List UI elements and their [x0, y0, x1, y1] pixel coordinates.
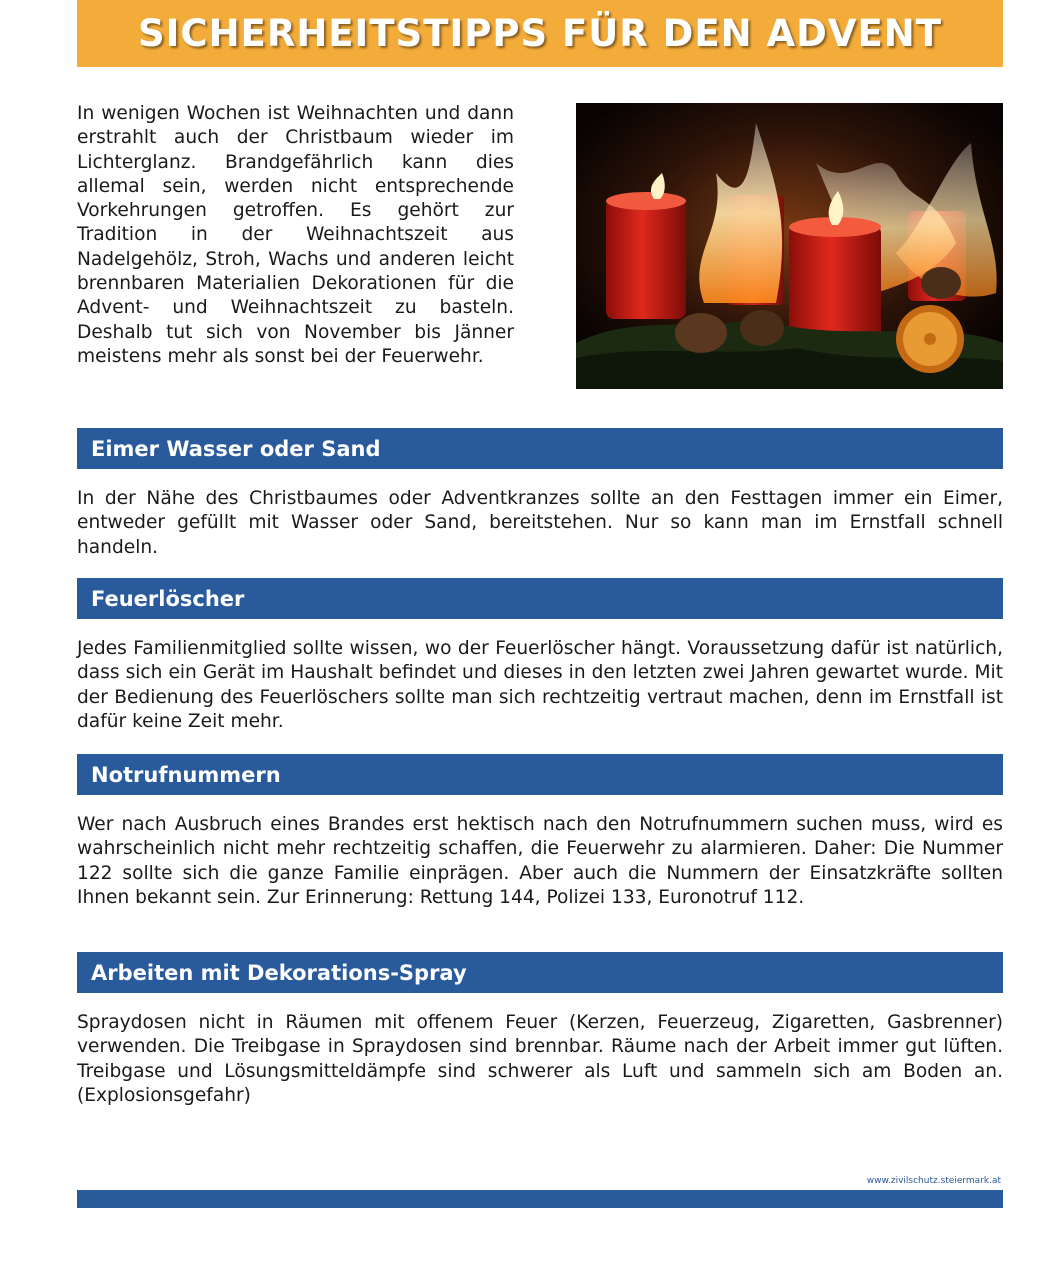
- page-title: SICHERHEITSTIPPS FÜR DEN ADVENT: [138, 12, 942, 55]
- advent-candles-photo: [576, 103, 1003, 389]
- section-heading-notrufnummern: Notrufnummern: [77, 754, 1003, 795]
- footer-url: www.zivilschutz.steiermark.at: [866, 1176, 1001, 1186]
- intro-paragraph: In wenigen Wochen ist Weihnachten und dann erstrahlt auch der Christbaum wieder im Lichterglanz. Brandgefährlich kann dies allemal sein, werden nicht entsprechende Vorkehrungen getroffen. Es gehört zur Tradition in der Weihnachtszeit aus Nadelgehölz, Stroh, Wachs und anderen leicht brennbaren Materialien Dekorationen für die Advent- und Weihnachtszeit zu basteln. Deshalb tut sich von November bis Jänner meistens mehr als sonst bei der Feuerwehr.: [77, 103, 514, 367]
- footer-bar: [77, 1190, 1003, 1208]
- section-heading-eimer: Eimer Wasser oder Sand: [77, 428, 1003, 469]
- section-text-eimer: In der Nähe des Christbaumes oder Adventkranzes sollte an den Festtagen immer ein Eimer, entweder gefüllt mit Wasser oder Sand, bereitstehen. Nur so kann man im Ernstfall schnell handeln.: [77, 488, 1003, 558]
- section-text-notrufnummern: Wer nach Ausbruch eines Brandes erst hektisch nach den Notrufnummern suchen muss, wird es wahrscheinlich nicht mehr rechtzeitig schaffen, die Feuerwehr zu alarmieren. Daher: Die Nummer 122 sollte sich die ganze Familie einprägen. Aber auch die Nummern der Einsatzkräfte sollten Ihnen bekannt sein. Zur Erinnerung: Rettung 144, Polizei 133, Euronotruf 112.: [77, 814, 1003, 908]
- title-banner: [77, 0, 1003, 67]
- section-text-dekorations-spray: Spraydosen nicht in Räumen mit offenem Feuer (Kerzen, Feuerzeug, Zigaretten, Gasbrenner) verwenden. Die Treibgase in Spraydosen sind brennbar. Räume nach der Arbeit immer gut lüften. Treibgase und Lösungsmitteldämpfe sind schwerer als Luft und sammeln sich am Boden an. (Explosionsgefahr): [77, 1012, 1003, 1106]
- section-text-feuerloescher: Jedes Familienmitglied sollte wissen, wo der Feuerlöscher hängt. Voraussetzung dafür ist natürlich, dass sich ein Gerät im Haushalt befindet und dieses in den letzten zwei Jahren gewartet wurde. Mit der Bedienung des Feuerlöschers sollte man sich rechtzeitig vertraut machen, denn im Ernstfall ist dafür keine Zeit mehr.: [77, 638, 1003, 732]
- candles-fire-image: [576, 103, 1003, 389]
- section-heading-dekorations-spray: Arbeiten mit Dekorations-Spray: [77, 952, 1003, 993]
- section-heading-feuerloescher: Feuerlöscher: [77, 578, 1003, 619]
